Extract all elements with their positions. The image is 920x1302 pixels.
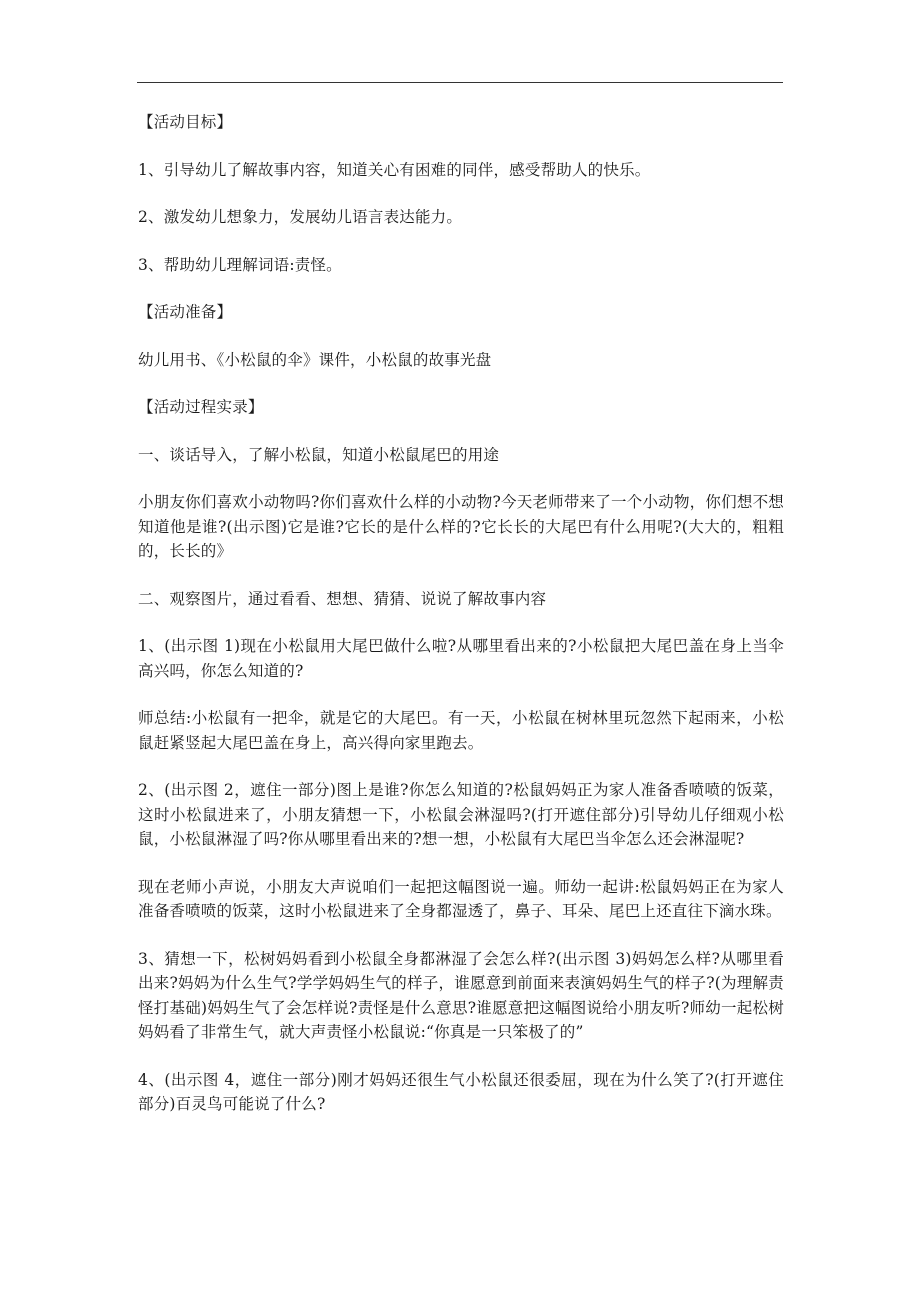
goal-item-3: 3、帮助幼儿理解词语:责怪。 bbox=[138, 255, 342, 274]
step-heading-2: 二、观察图片，通过看看、想想、猜猜、说说了解故事内容 bbox=[138, 589, 547, 608]
preparation-text: 幼儿用书、《小松鼠的伞》课件，小松鼠的故事光盘 bbox=[138, 350, 492, 369]
picture-3-paragraph: 3、猜想一下，松树妈妈看到小松鼠全身都淋湿了会怎么样?(出示图 3)妈妈怎么样?从哪里看出来?妈妈为什么生气?学学妈妈生气的样子，谁愿意到前面来表演妈妈生气的样子?(为理解责怪打基础)妈妈生气了会怎样说?责怪是什么意思?谁愿意把这幅图说给小朋友听?师幼一起松树妈妈看了非常生气，就大声责怪小松鼠说:“你真是一只笨极了的” bbox=[138, 949, 784, 1041]
section-heading-process: 【活动过程实录】 bbox=[138, 398, 264, 416]
section-heading-preparation: 【活动准备】 bbox=[138, 303, 233, 321]
picture-4-paragraph: 4、(出示图 4，遮住一部分)刚才妈妈还很生气小松鼠还很委屈，现在为什么笑了?(打开遮住部分)百灵鸟可能说了什么? bbox=[138, 1070, 784, 1113]
teacher-summary-paragraph: 师总结:小松鼠有一把伞，就是它的大尾巴。有一天，小松鼠在树林里玩忽然下起雨来，小松鼠赶紧竖起大尾巴盖在身上，高兴得向家里跑去。 bbox=[138, 709, 784, 752]
goal-item-2: 2、激发幼儿想象力，发展幼儿语言表达能力。 bbox=[138, 208, 463, 226]
retell-paragraph: 现在老师小声说，小朋友大声说咱们一起把这幅图说一遍。师幼一起讲:松鼠妈妈正在为家人准备香喷喷的饭菜，这时小松鼠进来了全身都湿透了，鼻子、耳朵、尾巴上还直往下滴水珠。 bbox=[138, 877, 784, 920]
step-heading-1: 一、谈话导入，了解小松鼠，知道小松鼠尾巴的用途 bbox=[138, 445, 500, 464]
step-1-paragraph: 小朋友你们喜欢小动物吗?你们喜欢什么样的小动物?今天老师带来了一个小动物，你们想不想知道他是谁?(出示图)它是谁?它长的是什么样的?它长长的大尾巴有什么用呢?(大大的，粗粗的，长长的》 bbox=[138, 493, 784, 560]
section-heading-goals: 【活动目标】 bbox=[138, 113, 233, 131]
picture-2-paragraph: 2、(出示图 2，遮住一部分)图上是谁?你怎么知道的?松鼠妈妈正为家人准备香喷喷的饭菜，这时小松鼠进来了，小朋友猜想一下，小松鼠会淋湿吗?(打开遮住部分)引导幼儿仔细观小松鼠，小松鼠淋湿了吗?你从哪里看出来的?想一想，小松鼠有大尾巴当伞怎么还会淋湿呢? bbox=[138, 781, 784, 848]
document-body bbox=[138, 110, 784, 1140]
picture-1-paragraph: 1、(出示图 1)现在小松鼠用大尾巴做什么啦?从哪里看出来的?小松鼠把大尾巴盖在身上当伞高兴吗，你怎么知道的? bbox=[138, 637, 784, 680]
header-rule bbox=[137, 82, 783, 83]
goal-item-1: 1、引导幼儿了解故事内容，知道关心有困难的同伴，感受帮助人的快乐。 bbox=[138, 160, 651, 179]
